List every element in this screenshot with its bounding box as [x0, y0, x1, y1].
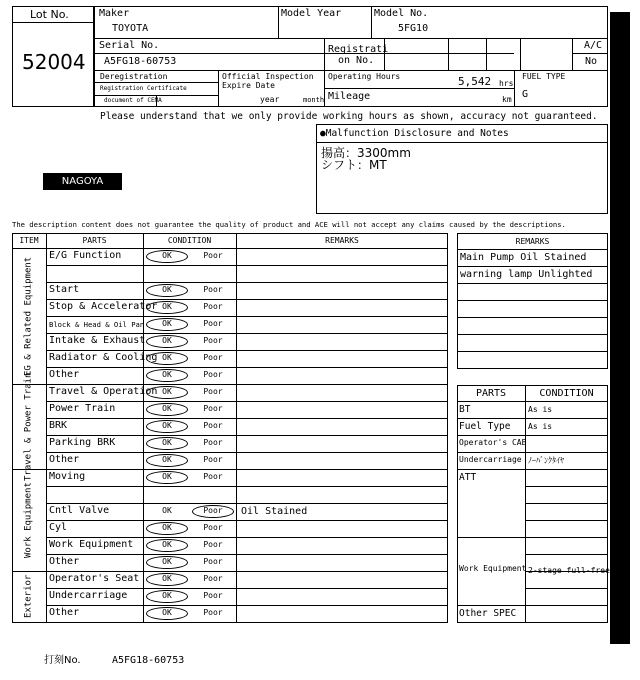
condition-poor[interactable]: Poor — [203, 336, 223, 345]
group-label: Exterior — [23, 574, 34, 619]
selected-ok-circle — [146, 335, 188, 348]
serial-value: A5FG18-60753 — [104, 56, 177, 67]
sidebar-char: o — [616, 407, 624, 419]
sidebar-char: d — [616, 619, 624, 631]
condition-poor[interactable]: Poor — [203, 608, 223, 617]
table-row — [46, 418, 448, 435]
condition-poor[interactable]: Poor — [203, 472, 223, 481]
part-label: E/G Function — [49, 250, 122, 261]
inspection-label-1: Official Inspection — [222, 72, 314, 81]
sidebar-char: c — [617, 280, 623, 292]
part-label: Block & Head & Oil Pan — [49, 320, 145, 329]
sidebar-char: a — [616, 598, 624, 610]
hours-notice: Please understand that we only provide working hours as shown, accuracy not guaranteed. — [100, 111, 598, 122]
selected-ok-circle — [146, 539, 188, 552]
document-cema-label: document of CEMA — [104, 97, 162, 104]
selected-ok-circle — [146, 352, 188, 365]
part-label: Work Equipment — [49, 539, 134, 550]
sidebar-char: i — [618, 227, 622, 239]
parts-row-label: ATT — [459, 472, 477, 483]
malfunction-note-1: 揚高：3300mm — [321, 146, 411, 160]
sidebar-char: e — [616, 78, 624, 90]
sidebar-char — [610, 578, 630, 588]
sidebar-char: n — [616, 312, 624, 324]
disclaimer: The description content does not guarantee the quality of product and ACE will not accept any claims caused by the descriptions. — [12, 220, 566, 229]
condition-ok[interactable]: OK — [162, 302, 172, 311]
part-label: Cyl — [49, 522, 68, 533]
condition-poor[interactable]: Poor — [203, 540, 223, 549]
registration-label-2: on No. — [338, 55, 375, 66]
km-unit: km — [502, 95, 512, 104]
part-label: Intake & Exhaust — [49, 335, 146, 346]
condition-ok[interactable]: OK — [162, 421, 172, 430]
part-label: Other — [49, 454, 80, 465]
sidebar-char: a — [616, 524, 624, 536]
part-label: Power Train — [49, 403, 116, 414]
operating-hours-label: Operating Hours — [328, 72, 401, 81]
sidebar-char: s — [617, 68, 623, 80]
selected-ok-circle — [146, 556, 188, 569]
table-row — [46, 605, 448, 622]
condition-ok[interactable]: OK — [162, 404, 172, 413]
condition-poor[interactable]: Poor — [203, 404, 223, 413]
sidebar-char: y — [616, 343, 624, 355]
lot-label: Lot No. — [30, 8, 69, 21]
table-header-item: ITEM — [19, 236, 39, 245]
condition-poor[interactable]: Poor — [203, 353, 223, 362]
sidebar-char: t — [617, 439, 623, 451]
deregistration-label: Deregistration — [100, 72, 168, 81]
sidebar-char: e — [616, 450, 624, 462]
sidebar-char — [610, 504, 630, 514]
selected-ok-circle — [146, 437, 188, 450]
footer-value: A5FG18-60753 — [112, 655, 185, 666]
footer-label: 打刻No. — [44, 655, 81, 666]
sidebar-char: i — [618, 365, 622, 377]
sidebar-char — [610, 196, 630, 206]
selected-ok-circle — [146, 454, 188, 467]
parts-row-label: Operator's CAB — [459, 438, 527, 447]
sidebar-char: h — [616, 290, 624, 302]
condition-poor[interactable]: Poor — [203, 421, 223, 430]
sidebar-char: e — [616, 322, 624, 334]
sidebar-char — [610, 249, 630, 259]
sidebar-char: h — [616, 216, 624, 228]
selected-ok-circle — [146, 318, 188, 331]
selected-ok-circle — [146, 420, 188, 433]
parts-row-condition: As is — [528, 422, 553, 431]
condition-ok[interactable]: OK — [162, 557, 172, 566]
condition-poor[interactable]: Poor — [203, 506, 223, 515]
condition-poor[interactable]: Poor — [203, 319, 223, 328]
ac-value: No — [585, 56, 598, 67]
right-remark-item: warning lamp Unlighted — [460, 269, 593, 280]
condition-poor[interactable]: Poor — [203, 251, 223, 260]
sidebar-char: N — [615, 513, 625, 525]
sidebar-char: r — [617, 609, 623, 621]
selected-ok-circle — [146, 250, 188, 263]
registration-label-1: Registrati — [328, 44, 389, 55]
part-label: Undercarriage — [49, 590, 128, 601]
condition-ok[interactable]: OK — [162, 370, 172, 379]
condition-poor[interactable]: Poor — [203, 557, 223, 566]
sidebar-char: t — [617, 121, 623, 133]
condition-ok[interactable]: OK — [162, 574, 172, 583]
sidebar-char: o — [616, 110, 624, 122]
parts-header: PARTS — [475, 388, 507, 399]
sidebar-char: o — [616, 545, 624, 557]
table-header-parts: PARTS — [82, 236, 107, 245]
parts-row-label: Work Equipment — [459, 564, 527, 573]
part-label: Parking BRK — [49, 437, 116, 448]
sidebar-char: g — [616, 534, 624, 546]
part-label: Other — [49, 607, 80, 618]
condition-ok[interactable]: OK — [162, 319, 172, 328]
serial-label: Serial No. — [99, 40, 160, 51]
sidebar-char: a — [616, 269, 624, 281]
sidebar-char — [610, 143, 630, 153]
sidebar-char — [610, 356, 630, 366]
condition-ok[interactable]: OK — [162, 608, 172, 617]
part-label: Moving — [49, 471, 86, 482]
parts-row-condition: As is — [528, 405, 553, 414]
sidebar-char: P — [616, 25, 624, 37]
table-row — [46, 452, 448, 469]
group-label: Work Equipment — [23, 482, 34, 558]
ac-label: A/C — [584, 40, 603, 51]
parts-row-label: Undercarriage — [459, 455, 522, 464]
parts-row-label: BT — [459, 404, 471, 415]
sidebar-char: m — [614, 259, 626, 271]
fuel-type-value: G — [522, 89, 529, 100]
table-row — [46, 520, 448, 537]
selected-poor-circle — [192, 505, 234, 518]
part-label: Travel & Operation — [49, 386, 158, 397]
selected-ok-circle — [146, 573, 188, 586]
month-label: month — [303, 96, 325, 104]
model-no-value: 5FG10 — [398, 23, 429, 34]
part-label: Other — [49, 556, 80, 567]
sidebar-char: e — [616, 46, 624, 58]
sidebar-char: a — [616, 428, 624, 440]
part-label: Cntl Valve — [49, 505, 110, 516]
operating-hours-value: 5,542 — [458, 75, 492, 88]
sidebar-char: t — [617, 184, 623, 196]
table-header-condition: CONDITION — [167, 236, 212, 245]
parts-row-label: Fuel Type — [459, 421, 511, 432]
condition-ok[interactable]: OK — [162, 336, 172, 345]
sidebar-char: ◇ — [616, 630, 624, 642]
maker-label: Maker — [99, 8, 130, 19]
sidebar-char: ◇ — [616, 15, 624, 26]
sidebar-char — [610, 387, 630, 397]
parts-row-condition: ﾉｰﾊﾞﾝｸﾀｲﾔ — [528, 456, 564, 465]
condition-ok[interactable]: OK — [162, 591, 172, 600]
parts-row-condition: 2-stage full-free — [528, 566, 610, 575]
condition-poor[interactable]: Poor — [203, 574, 223, 583]
condition-poor[interactable]: Poor — [203, 302, 223, 311]
condition-header: CONDITION — [539, 388, 594, 399]
right-remarks-header: REMARKS — [515, 237, 550, 246]
model-no-label: Model No. — [374, 8, 429, 19]
sidebar-char: d — [616, 460, 624, 472]
mileage-label: Mileage — [328, 91, 371, 102]
lot-number: 52004 — [22, 50, 86, 74]
location-badge: NAGOYA — [43, 173, 122, 190]
selected-ok-circle — [146, 471, 188, 484]
part-label: Operator's Seat — [49, 573, 140, 584]
table-row — [46, 282, 448, 299]
condition-ok[interactable]: OK — [162, 353, 172, 362]
condition-ok[interactable]: OK — [162, 472, 172, 481]
table-row — [46, 367, 448, 384]
registration-certificate-label: Registration Certificate — [100, 85, 187, 92]
condition-ok[interactable]: OK — [162, 438, 172, 447]
condition-poor[interactable]: Poor — [203, 370, 223, 379]
selected-ok-circle — [146, 386, 188, 399]
sidebar-char — [610, 90, 630, 100]
condition-poor[interactable]: Poor — [203, 455, 223, 464]
fuel-type-label: FUEL TYPE — [522, 72, 566, 81]
part-label: Start — [49, 284, 80, 295]
row-remark: Oil Stained — [241, 506, 308, 517]
table-row — [46, 554, 448, 571]
condition-ok[interactable]: OK — [162, 506, 172, 515]
condition-ok[interactable]: OK — [162, 285, 172, 294]
condition-poor[interactable]: Poor — [203, 285, 223, 294]
sidebar-char: c — [617, 418, 623, 430]
inspection-label-2: Expire Date — [222, 81, 275, 90]
selected-ok-circle — [146, 369, 188, 382]
group-label: Travel & Power Train — [23, 372, 34, 481]
sidebar-char: l — [618, 36, 622, 48]
condition-ok[interactable]: OK — [162, 251, 172, 260]
right-remark-item: Main Pump Oil Stained — [460, 252, 587, 263]
sidebar-char: s — [617, 237, 623, 249]
table-row — [46, 469, 448, 486]
condition-ok[interactable]: OK — [162, 523, 172, 532]
condition-poor[interactable]: Poor — [203, 387, 223, 396]
malfunction-title: ●Malfunction Disclosure and Notes — [320, 128, 509, 139]
sidebar-char: a — [616, 174, 624, 186]
part-label: Radiator & Cooling — [49, 352, 158, 363]
sidebar-char: a — [616, 566, 624, 578]
condition-poor[interactable]: Poor — [203, 591, 223, 600]
parts-row-label: Other SPEC — [459, 608, 517, 619]
sidebar-char: t — [617, 152, 623, 164]
selected-ok-circle — [146, 284, 188, 297]
sidebar-char: s — [617, 375, 623, 387]
hrs-unit: hrs — [499, 79, 514, 88]
sidebar-char: r — [617, 333, 623, 345]
year-label: year — [260, 95, 280, 104]
condition-ok[interactable]: OK — [162, 540, 172, 549]
table-row — [46, 265, 448, 282]
condition-ok[interactable]: OK — [162, 387, 172, 396]
sidebar-char: h — [616, 163, 624, 175]
sidebar-char — [610, 472, 630, 482]
sidebar-char: i — [618, 481, 622, 493]
part-label: Stop & Accelerator — [49, 301, 158, 312]
sidebar-char: i — [618, 301, 622, 313]
model-year-label: Model Year — [281, 8, 342, 19]
sidebar-char: n — [616, 99, 624, 111]
maker-value: TOYOTA — [112, 23, 149, 34]
sidebar-char: n — [616, 492, 624, 504]
group-label: EG & Related Equipment — [23, 256, 34, 376]
condition-poor[interactable]: Poor — [203, 438, 223, 447]
part-label: BRK — [49, 420, 68, 431]
selected-ok-circle — [146, 522, 188, 535]
sidebar-char: e — [616, 131, 624, 143]
selected-ok-circle — [146, 607, 188, 620]
selected-ok-circle — [146, 301, 188, 314]
selected-ok-circle — [146, 590, 188, 603]
sidebar-char: l — [618, 396, 622, 408]
condition-ok[interactable]: OK — [162, 455, 172, 464]
malfunction-note-2: シフト：MT — [321, 158, 387, 172]
selected-ok-circle — [146, 403, 188, 416]
table-header-remarks: REMARKS — [325, 236, 359, 245]
sidebar-char: t — [617, 205, 623, 217]
sidebar-char: Y — [616, 587, 624, 599]
part-label: Other — [49, 369, 80, 380]
sidebar-char: a — [616, 57, 624, 69]
sidebar-char: y — [616, 556, 624, 568]
table-row — [46, 486, 448, 503]
condition-poor[interactable]: Poor — [203, 523, 223, 532]
